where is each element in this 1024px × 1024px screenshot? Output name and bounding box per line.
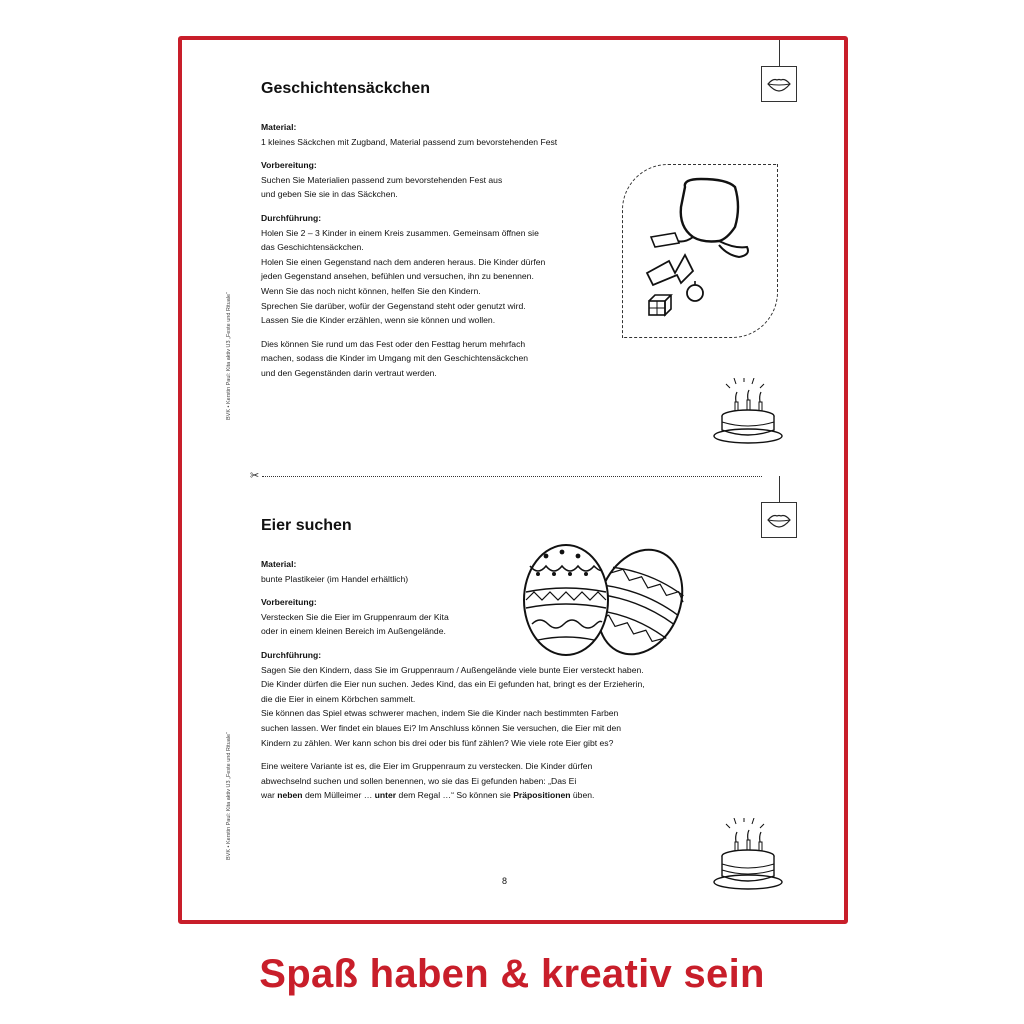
procedure-line: jeden Gegenstand ansehen, befühlen und versuchen, ihn zu benennen. xyxy=(261,271,534,282)
tag-string xyxy=(779,476,780,502)
section-title: Eier suchen xyxy=(261,517,352,534)
scissors-icon: ✂ xyxy=(250,470,260,482)
procedure-line: Sagen Sie den Kindern, dass Sie im Gruppenraum / Außengelände viele bunte Eier versteckt haben. xyxy=(261,664,644,675)
easter-eggs-illustration xyxy=(518,540,694,658)
page-number: 8 xyxy=(502,876,508,886)
material-line: bunte Plastikeier (im Handel erhältlich) xyxy=(261,573,409,584)
section-body xyxy=(261,120,631,390)
procedure-line: Holen Sie einen Gegenstand nach dem anderen heraus. Die Kinder dürfen xyxy=(261,256,546,267)
emphasis: unter xyxy=(374,790,397,801)
lips-icon xyxy=(762,503,796,537)
material-heading: Material: xyxy=(261,122,297,132)
procedure-heading: Durchführung: xyxy=(261,212,322,223)
procedure-line: Holen Sie 2 – 3 Kinder in einem Kreis zusammen. Gemeinsam öffnen sie xyxy=(261,227,539,238)
material-heading: Material: xyxy=(261,559,297,569)
story-bag-illustration xyxy=(623,165,777,337)
procedure-line: suchen lassen. Wer findet ein blaues Ei? Im Anschluss können Sie versuchen, die Eier mit den xyxy=(261,722,622,733)
procedure-line: Kindern zu zählen. Wer kann schon bis drei oder bis fünf zählen? Wie viele rote Eier gibt es? xyxy=(261,737,614,748)
closing-line: Dies können Sie rund um das Fest oder den Festtag herum mehrfach xyxy=(261,338,526,349)
tag-string xyxy=(779,40,780,66)
procedure-heading: Durchführung: xyxy=(261,649,322,660)
section-title: Geschichtensäckchen xyxy=(261,80,430,97)
preparation-line: Suchen Sie Materialien passend zum bevorstehenden Fest aus xyxy=(261,174,503,185)
lips-tag xyxy=(761,66,797,102)
variant-line: Eine weitere Variante ist es, die Eier im Gruppenraum zu verstecken. Die Kinder dürfen xyxy=(261,761,593,772)
emphasis: neben xyxy=(277,790,303,801)
procedure-line: die die Eier in einem Körbchen sammelt. xyxy=(261,693,416,704)
birthday-cake-icon xyxy=(710,378,786,446)
slogan: Spaß haben & kreativ sein xyxy=(259,952,765,996)
illustration-frame xyxy=(622,164,778,338)
material-line: 1 kleines Säckchen mit Zugband, Material passend zum bevorstehenden Fest xyxy=(261,136,558,147)
preparation-line: oder in einem kleinen Bereich im Außengelände. xyxy=(261,626,446,637)
procedure-line: Sie können das Spiel etwas schwerer machen, indem Sie die Kinder nach bestimmten Farben xyxy=(261,708,619,719)
preparation-heading: Vorbereitung: xyxy=(261,160,317,171)
lips-tag xyxy=(761,502,797,538)
procedure-line: Wenn Sie das noch nicht können, helfen Sie den Kindern. xyxy=(261,285,481,296)
closing-line: und den Gegenständen darin vertraut werden. xyxy=(261,367,437,378)
preparation-heading: Vorbereitung: xyxy=(261,597,317,608)
birthday-cake-icon xyxy=(710,818,786,894)
lips-icon xyxy=(762,67,796,101)
side-credit-bottom: BVK • Kerstin Paul: Kita aktiv U3 „Feste und Rituale“ xyxy=(226,732,232,860)
cut-line xyxy=(262,476,762,477)
emphasis: Präpositionen xyxy=(513,790,571,801)
preparation-line: Verstecken Sie die Eier im Gruppenraum der Kita xyxy=(261,611,449,622)
procedure-line: das Geschichtensäckchen. xyxy=(261,242,364,253)
preparation-line: und geben Sie sie in das Säckchen. xyxy=(261,189,398,200)
variant-line: abwechselnd suchen und sollen benennen, wo sie das Ei gefunden haben: „Das Ei xyxy=(261,775,577,786)
closing-line: machen, sodass die Kinder im Umgang mit den Geschichtensäckchen xyxy=(261,353,529,364)
procedure-line: Sprechen Sie darüber, wofür der Gegenstand steht oder genutzt wird. xyxy=(261,300,526,311)
side-credit-top: BVK • Kerstin Paul: Kita aktiv U3 „Feste und Rituale“ xyxy=(226,292,232,420)
procedure-line: Lassen Sie die Kinder erzählen, wenn sie können und wollen. xyxy=(261,315,496,326)
variant-line: war neben dem Mülleimer … unter dem Regal …“ So können sie Präpositionen üben. xyxy=(261,790,595,801)
procedure-line: Die Kinder dürfen die Eier nun suchen. Jedes Kind, das ein Ei gefunden hat, bringt es der Erzieherin, xyxy=(261,679,645,690)
